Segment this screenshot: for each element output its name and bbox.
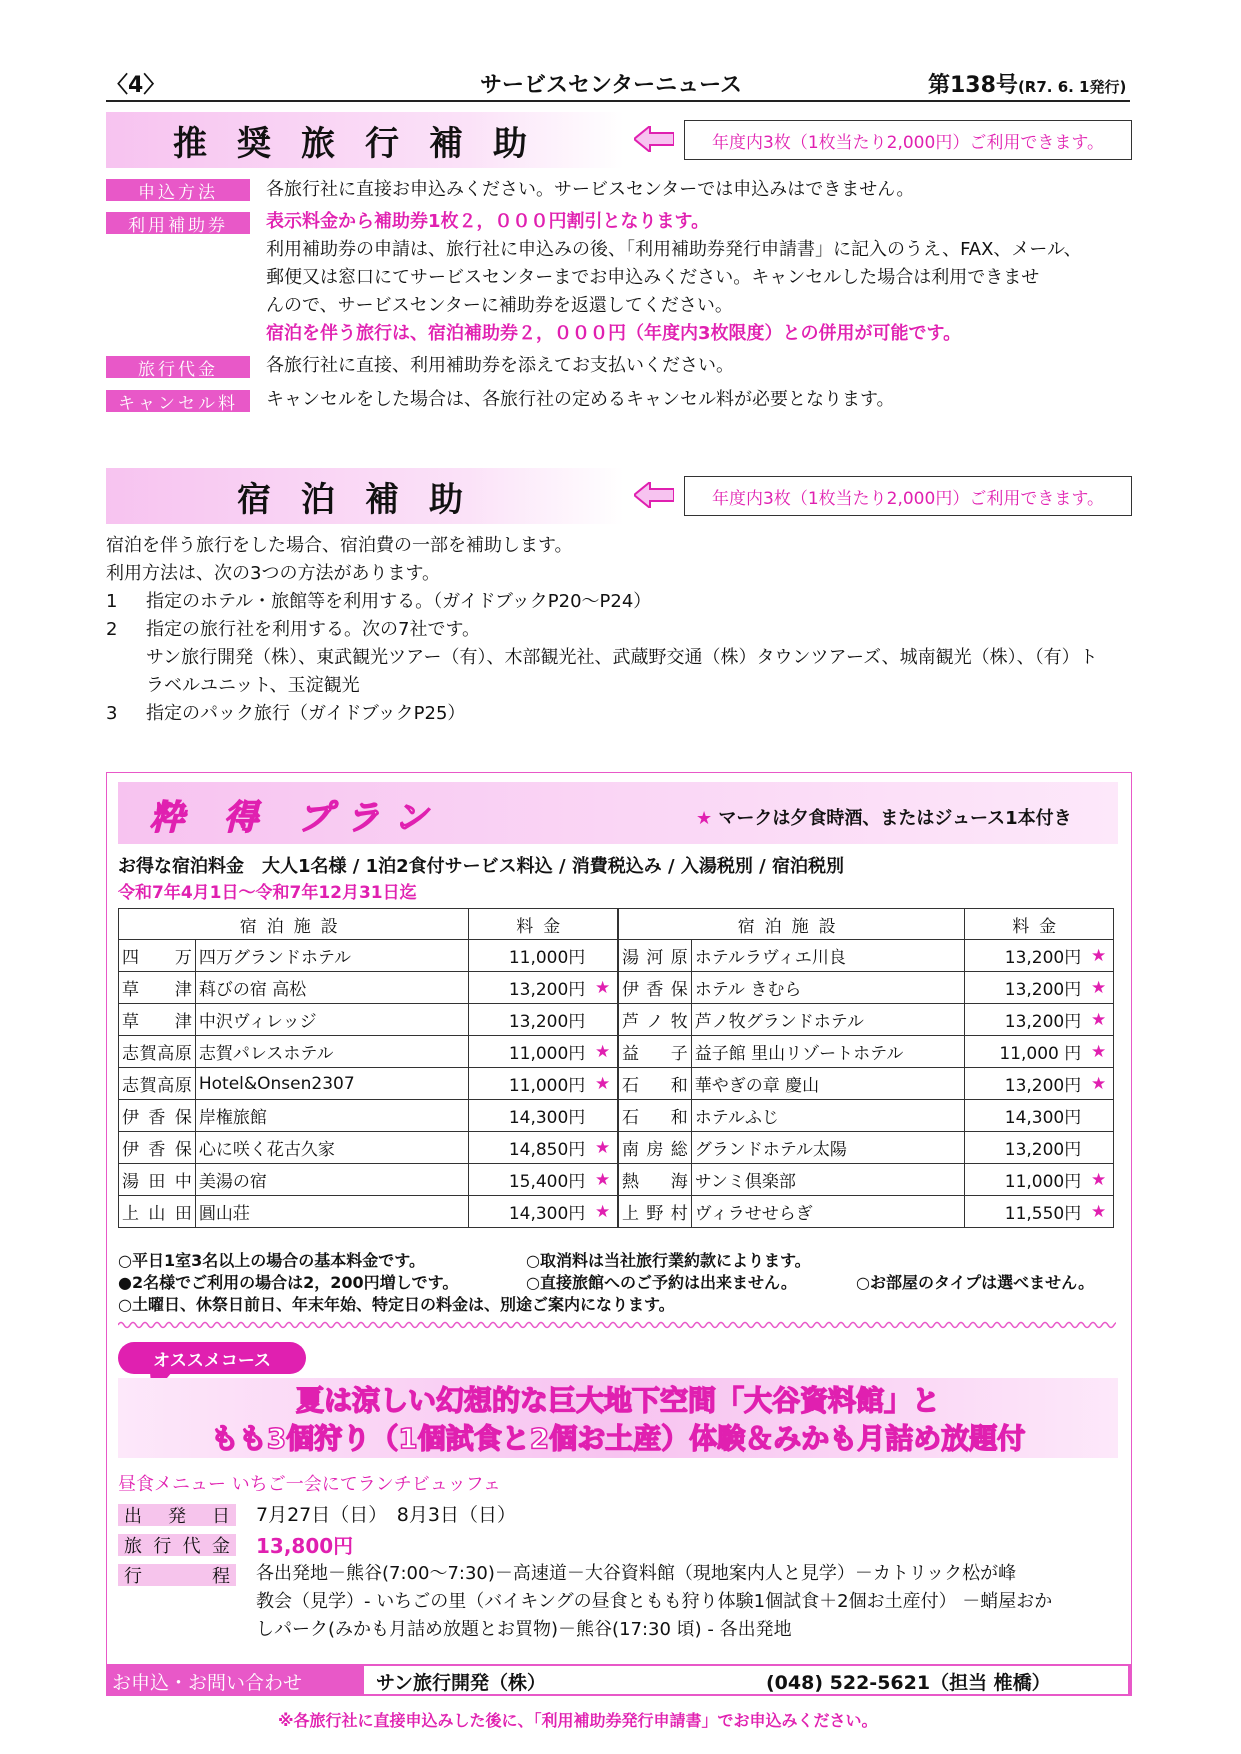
cell-price: 13,200円 [965,1132,1084,1164]
cell-area: 石和 [618,1100,691,1132]
col-price-left: 料金 [469,909,618,940]
table-row [119,1196,1114,1228]
cell-name: 心に咲く花古久家 [195,1132,469,1164]
cell-area: 南房総 [618,1132,691,1164]
cell-price: 14,300円 [965,1100,1084,1132]
cell-area: 上野村 [618,1196,691,1228]
page-number: 〈4〉 [106,73,166,98]
star-icon: ★ [588,1132,618,1164]
star-icon: ★ [1084,1036,1113,1068]
label-voucher: 利用補助券 [106,212,250,234]
cell-area: 熱海 [618,1164,691,1196]
voucher-highlight-2: 宿泊を伴う旅行は、宿泊補助券２，０００円（年度内3枚限度）との併用が可能です。 [266,323,962,344]
cell-price: 11,000円 [469,1068,588,1100]
issue-number: 第138号(R7. 6. 1発行) [928,73,1127,98]
cell-price: 13,200円 [965,1004,1084,1036]
cell-area: 四万 [119,940,196,972]
course-headline [118,1382,1118,1458]
star-icon: ★ [588,972,618,1004]
cell-area: 草津 [119,972,196,1004]
star-icon: ★ [588,1036,618,1068]
star-icon [588,940,618,972]
cell-area: 志賀高原 [119,1036,196,1068]
itinerary-line: 教会（見学）- いちごの里（バイキングの昼食ともも狩り体験1個試食＋2個お土産付） －蛸屋おか [256,1591,1053,1612]
table-row [119,940,1114,972]
plan-star-note: ★ マークは夕食時酒、またはジュース1本付き [696,808,1072,829]
newsletter-title: サービスセンターニュース [480,73,743,98]
star-icon: ★ [588,1164,618,1196]
list-item: 指定のホテル・旅館等を利用する。（ガイドブックP20～P24） [146,591,652,612]
cell-price: 14,850円 [469,1132,588,1164]
star-icon [588,1004,618,1036]
cell-name: 美湯の宿 [195,1164,469,1196]
star-icon: ★ [1084,1004,1113,1036]
cell-area: 志賀高原 [119,1068,196,1100]
cell-name: 岸権旅館 [195,1100,469,1132]
list-item: 指定のパック旅行（ガイドブックP25） [146,703,466,724]
course-badge: オススメコース [118,1342,306,1374]
table-row [119,1036,1114,1068]
cell-price: 11,000 円 [965,1036,1084,1068]
cell-name: 圓山荘 [195,1196,469,1228]
contact-phone: (048) 522-5621（担当 椎橋） [766,1672,1051,1694]
cell-area: 草津 [119,1004,196,1036]
cell-name: Hotel&Onsen2307 [195,1068,469,1100]
label-travel-fee: 旅行代金 [106,356,250,378]
table-row [119,1132,1114,1164]
star-icon: ★ [696,808,713,829]
cell-price: 13,200円 [965,1068,1084,1100]
list-item-number: 3 [106,703,118,724]
wavy-divider [118,1320,1116,1330]
cell-name: 芦ノ牧グランドホテル [691,1004,965,1036]
star-icon [1084,1132,1113,1164]
star-icon [588,1100,618,1132]
course-headline-line-2: もも3個狩り（1個試食と2個お土産）体験＆みかも月詰め放題付 [210,1422,1026,1455]
itinerary-line: 各出発地－熊谷(7:00～7:30)－高速道－大谷資料館（現地案内人と見学）－カトリック松が峰 [256,1563,1017,1584]
note-text: ○平日1室3名以上の場合の基本料金です。 [118,1251,425,1270]
cell-price: 15,400円 [469,1164,588,1196]
header-rule [106,100,1130,102]
star-icon: ★ [1084,1196,1113,1228]
lodging-note-box: 年度内3枚（1枚当たり2,000円）ご利用できます。 [684,476,1132,516]
note-text: ●2名様でご利用の場合は2，200円増しです。 [118,1273,459,1292]
star-icon: ★ [1084,972,1113,1004]
cell-area: 芦ノ牧 [618,1004,691,1036]
note-text: ○土曜日、休祭日前日、年末年始、特定日の料金は、別途ご案内になります。 [118,1295,675,1314]
voucher-text-3: んので、サービスセンターに補助券を返還してください。 [266,295,733,316]
lunch-menu: 昼食メニュー いちご一会にてランチビュッフェ [118,1474,501,1495]
table-row [119,1164,1114,1196]
note-text: ○お部屋のタイプは選べません。 [856,1273,1095,1292]
recommend-banner: 推奨旅行補助 [106,112,624,168]
cell-price: 13,200円 [965,972,1084,1004]
arrow-left-icon [634,482,674,508]
itinerary-text [256,1560,1052,1644]
lodging-banner: 宿泊補助 [106,468,624,524]
cell-price: 13,200円 [965,940,1084,972]
cell-name: ホテルラヴィエ川良 [691,940,965,972]
cell-area: 湯河原 [618,940,691,972]
cell-area: 伊香保 [618,972,691,1004]
cell-name: サンミ倶楽部 [691,1164,965,1196]
travel-fee-text: 各旅行社に直接、利用補助券を添えてお支払いください。 [266,355,734,376]
cell-area: 上山田 [119,1196,196,1228]
cell-price: 14,300円 [469,1100,588,1132]
arrow-left-icon [634,126,674,152]
plan-title: 粋 得 プラン [150,798,442,838]
label-course-fee: 旅 行 代 金 [118,1534,236,1556]
voucher-text-2: 郵便又は窓口にてサービスセンターまでお申込みください。キャンセルした場合は利用できませ [266,267,1040,288]
cell-name: ヴィラせせらぎ [691,1196,965,1228]
plan-notes [118,1250,1118,1316]
cell-name: ホテル きむら [691,972,965,1004]
list-item: サン旅行開発（株）、東武観光ツアー（有）、木部観光社、武蔵野交通（株）タウンツアーズ、城南観光（株）、（有）ト [146,647,1098,668]
cell-name: 四万グランドホテル [195,940,469,972]
cell-price: 13,200円 [469,1004,588,1036]
cell-price: 11,000円 [965,1164,1084,1196]
cell-area: 伊香保 [119,1100,196,1132]
table-row [119,1100,1114,1132]
star-icon: ★ [1084,1164,1113,1196]
cell-area: 湯田中 [119,1164,196,1196]
table-row [119,1068,1114,1100]
cell-area: 伊香保 [119,1132,196,1164]
cell-name: 益子館 里山リゾートホテル [691,1036,965,1068]
cell-name: 志賀パレスホテル [195,1036,469,1068]
voucher-text-1: 利用補助券の申請は、旅行社に申込みの後、「利用補助券発行申請書」に記入のうえ、FAX、メール、 [266,239,1082,260]
cell-price: 11,000円 [469,940,588,972]
lodging-intro-1: 宿泊を伴う旅行をした場合、宿泊費の一部を補助します。 [106,535,573,556]
star-icon [1084,1100,1113,1132]
cell-name: 萪びの宿 高松 [195,972,469,1004]
recommend-note-box: 年度内3枚（1枚当たり2,000円）ご利用できます。 [684,120,1132,160]
cell-price: 14,300円 [469,1196,588,1228]
label-cancel-fee: キャンセル料 [106,390,250,412]
col-price-right: 料金 [965,909,1114,940]
course-fee-value: 13,800円 [256,1534,354,1558]
col-facility-left: 宿泊施設 [119,909,469,940]
cell-name: ホテルふじ [691,1100,965,1132]
list-item-number: 2 [106,619,118,640]
voucher-highlight: 表示料金から補助券1枚２，０００円割引となります。 [266,211,710,232]
contact-label: お申込・お問い合わせ [112,1672,303,1694]
cell-area: 石和 [618,1068,691,1100]
cell-name: 華やぎの章 慶山 [691,1068,965,1100]
itinerary-line: しパーク(みかも月詰め放題とお買物)－熊谷(17:30 頃) - 各出発地 [256,1619,792,1640]
contact-company: サン旅行開発（株） [376,1672,547,1694]
cell-name: 中沢ヴィレッジ [195,1004,469,1036]
label-apply-method: 申込方法 [106,179,250,201]
col-facility-right: 宿泊施設 [618,909,965,940]
footer-note: ※各旅行社に直接申込みした後に、「利用補助券発行申請書」でお申込みください。 [278,1711,878,1730]
list-item-number: 1 [106,591,118,612]
note-text: ○取消料は当社旅行業約款によります。 [526,1251,811,1270]
star-icon: ★ [1084,1068,1113,1100]
table-row [119,1004,1114,1036]
departure-dates: 7月27日（日） 8月3日（日） [256,1504,516,1526]
plan-description: お得な宿泊料金 大人1名様 / 1泊2食付サービス料込 / 消費税込み / 入湯税別 / 宿泊税別 [118,856,844,877]
course-headline-line-1: 夏は涼しい幻想的な巨大地下空間「大谷資料館」と [295,1384,940,1417]
facility-table [118,908,1114,1228]
star-icon: ★ [588,1068,618,1100]
lodging-intro-2: 利用方法は、次の3つの方法があります。 [106,563,441,584]
label-departure: 出 発 日 [118,1504,236,1526]
cancel-fee-text: キャンセルをした場合は、各旅行社の定めるキャンセル料が必要となります。 [266,389,895,410]
table-row [119,972,1114,1004]
note-text: ○直接旅館へのご予約は出来ません。 [526,1273,797,1292]
cell-price: 13,200円 [469,972,588,1004]
list-item: ラベルユニット、玉淀観光 [146,675,360,696]
star-icon: ★ [1084,940,1113,972]
plan-period: 令和7年4月1日～令和7年12月31日迄 [118,883,417,903]
star-icon: ★ [588,1196,618,1228]
cell-price: 11,550円 [965,1196,1084,1228]
cell-name: グランドホテル太陽 [691,1132,965,1164]
list-item: 指定の旅行社を利用する。次の7社です。 [146,619,481,640]
apply-method-text: 各旅行社に直接お申込みください。サービスセンターでは申込みはできません。 [266,179,915,200]
cell-area: 益子 [618,1036,691,1068]
cell-price: 11,000円 [469,1036,588,1068]
label-itinerary: 行 程 [118,1564,236,1586]
